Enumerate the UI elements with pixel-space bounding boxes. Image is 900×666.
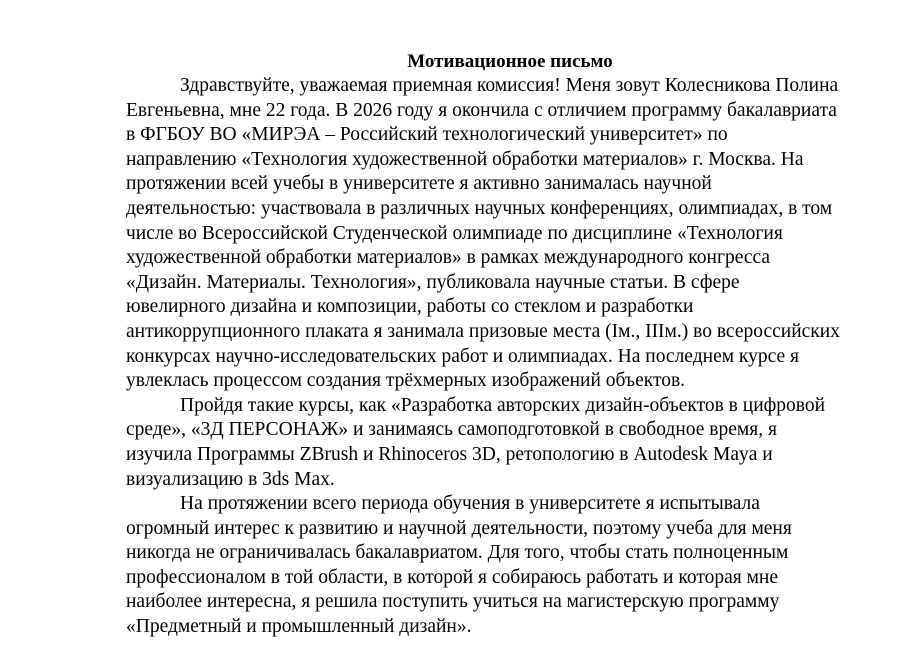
paragraph-motivation: На протяжении всего периода обучения в университете я испытывала огромный интерес к развитию и научной деятельности, поэтому учеба для меня никогда не ограничивалась бакалавриатом. Для того, чтобы стать полноценным профессионалом в той области, в которой я собираюсь работать и которая мне наиболее интересна, я решила поступить учиться на магистерскую программу «Предметный и промышленный дизайн». [126,493,792,638]
paragraph-courses: Пройдя такие курсы, как «Разработка авторских дизайн-объектов в цифровой среде», «3Д ПЕРСОНАЖ» и занимаясь самоподготовкой в свободное время, я изучила Программы ZBrush и Rhinoceros 3D, ретопологию в Autodesk Maya и визуализацию в 3ds Max. [126,394,826,490]
document-title: Мотивационное письмо [407,51,613,72]
paragraph-introduction: Здравствуйте, уважаемая приемная комиссия! Меня зовут Колесникова Полина Евгеньевна, мне 22 года. В 2026 году я окончила с отличием программу бакалавриата в ФГБОУ ВО «МИРЭА – Российский технологический университет» по направлению «Технология художественной обработки материалов» г. Москва. На протяжении всей учебы в университете я активно занималась научной деятельностью: участвовала в различных научных конференциях, олимпиадах, в том числе во Всероссийской Студенческой олимпиаде по дисциплине «Технология художественной обработки материалов» в рамках международного конгресса «Дизайн. Материалы. Технология», публиковала научные статьи. В сфере ювелирного дизайна и композиции, работы со стеклом и разработки антикоррупционного плаката я занимала призовые места (Iм., IIIм.) во всероссийских конкурсах научно-исследовательских работ и олимпиадах. На последнем курсе я увлеклась процессом создания трёхмерных изображений объектов. [126,75,840,392]
document-body [126,74,842,640]
